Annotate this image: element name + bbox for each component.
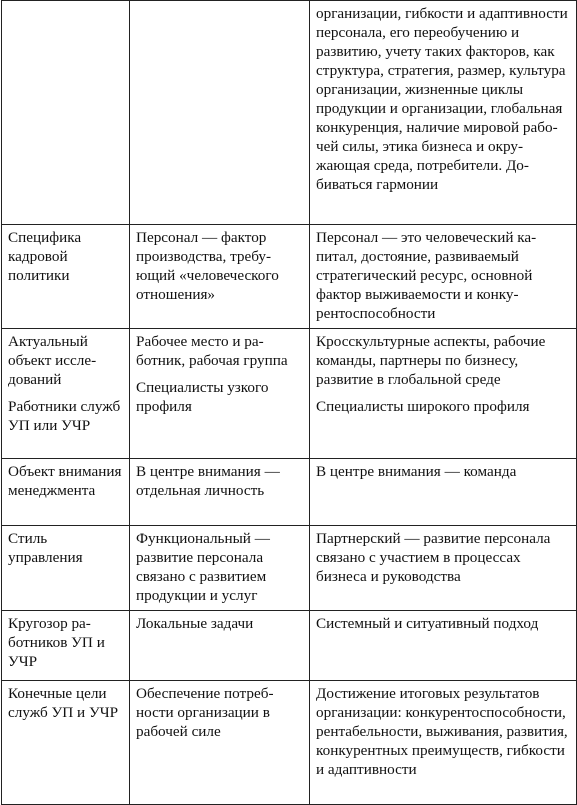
table-row — [2, 329, 577, 459]
old-approach-cell — [130, 459, 310, 526]
table-body — [2, 1, 577, 805]
old-approach-cell — [130, 225, 310, 329]
new-approach-cell — [310, 1, 577, 225]
cell-text: Обеспечение потребности организации в рабочей силе — [136, 685, 274, 740]
cell-text: В центре внимания — отдельная личность — [136, 463, 280, 499]
old-approach-cell — [130, 1, 310, 225]
cell-text: Кросскультурные аспекты, рабочие команды, партнеры по бизнесу, развитие в глобальной среде — [316, 333, 546, 388]
table-row — [2, 225, 577, 329]
new-approach-cell — [310, 611, 577, 681]
row-label-cell — [2, 459, 130, 526]
comparison-table — [1, 0, 577, 805]
cell-text: Объект внимания менеджмента — [8, 463, 122, 499]
cell-text: Специфика кадровой политики — [8, 229, 82, 284]
new-approach-cell — [310, 329, 577, 459]
cell-text: Партнерский — развитие персонала связано с участием в процессах бизнеса и руководства — [316, 530, 551, 585]
table-row — [2, 459, 577, 526]
cell-text: Персонал — фактор производства, требующий «человеческого отношения» — [136, 229, 279, 303]
cell-text: Рабочее место и работник, рабочая группа — [136, 333, 288, 369]
cell-text: Специалисты широкого профиля — [316, 398, 530, 415]
cell-text: Работники служб УП или УЧР — [8, 398, 121, 434]
table-row — [2, 1, 577, 225]
old-approach-cell — [130, 329, 310, 459]
cell-text: Стиль управления — [8, 530, 83, 566]
new-approach-cell — [310, 459, 577, 526]
row-label-cell — [2, 225, 130, 329]
new-approach-cell — [310, 225, 577, 329]
row-label-cell — [2, 1, 130, 225]
cell-text: организации, гибкости и адаптивности персонала, его переобучению и развитию, учету таких факторов, как структура, стратегия, размер, культура организации, жизненные циклы продукции и организации, глобальная конкуренция, наличие мировой рабочей силы, этика бизнеса и окружающая среда, потребители. Добиваться гармонии — [316, 5, 568, 193]
table-row — [2, 681, 577, 805]
row-label-cell — [2, 681, 130, 805]
cell-text: Кругозор работников УП и УЧР — [8, 615, 105, 670]
old-approach-cell — [130, 681, 310, 805]
old-approach-cell — [130, 526, 310, 611]
cell-text: Локальные задачи — [136, 615, 254, 632]
cell-text: Достижение итоговых результатов организации: конкурентоспособности, рентабельности, выживания, развития, конкурентных преимуществ, гибкости и адаптивности — [316, 685, 568, 778]
cell-text: В центре внимания — команда — [316, 463, 517, 480]
row-label-cell — [2, 611, 130, 681]
new-approach-cell — [310, 526, 577, 611]
cell-text: Персонал — это человеческий капитал, достояние, развиваемый стратегический ресурс, основной фактор выживаемости и конкурентоспособности — [316, 229, 537, 322]
row-label-cell — [2, 526, 130, 611]
cell-text: Функциональный — развитие персонала связано с развитием продукции и услуг — [136, 530, 270, 604]
table-row — [2, 611, 577, 681]
cell-text: Специалисты узкого профиля — [136, 379, 269, 415]
table-row — [2, 526, 577, 611]
row-label-cell — [2, 329, 130, 459]
cell-text: Конечные цели служб УП и УЧР — [8, 685, 119, 721]
old-approach-cell — [130, 611, 310, 681]
cell-text: Системный и ситуативный подход — [316, 615, 539, 632]
new-approach-cell — [310, 681, 577, 805]
cell-text: Актуальный объект исследований — [8, 333, 97, 388]
